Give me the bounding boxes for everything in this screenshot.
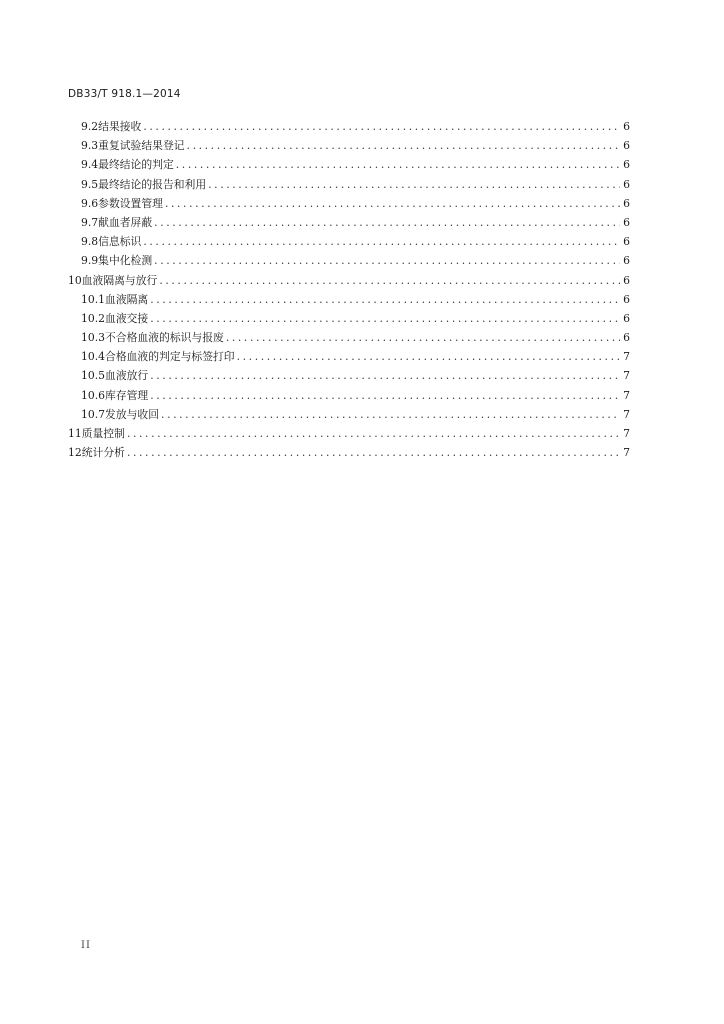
toc-entry-title: 血液隔离与放行 <box>81 273 158 287</box>
toc-entry-title: 库存管理 <box>105 388 149 402</box>
toc-entry-number: 10.6 <box>81 388 106 402</box>
toc-entry-page: 7 <box>623 388 630 402</box>
toc-entry-page: 6 <box>623 215 630 229</box>
toc-section-entry[interactable] <box>68 445 630 464</box>
toc-entry[interactable] <box>68 234 630 253</box>
toc-leader-dots <box>143 235 620 248</box>
toc-entry-title: 血液隔离 <box>105 292 149 306</box>
toc-entry-number: 9.6 <box>81 196 99 210</box>
table-of-contents <box>68 119 630 464</box>
toc-entry-page: 6 <box>623 158 630 172</box>
toc-entry-page: 6 <box>623 139 630 153</box>
toc-entry-page: 6 <box>623 273 630 287</box>
toc-entry-title: 血液交接 <box>105 311 149 325</box>
toc-entry[interactable] <box>68 253 630 272</box>
toc-entry-title: 血液放行 <box>105 369 149 383</box>
toc-entry-page: 6 <box>623 254 630 268</box>
toc-entry-page: 7 <box>623 407 630 421</box>
toc-entry-number: 11 <box>68 427 82 440</box>
toc-entry-title: 最终结论的判定 <box>98 158 174 172</box>
toc-entry-page: 6 <box>623 331 630 345</box>
page-folio: II <box>81 940 91 951</box>
toc-entry-page: 6 <box>623 196 630 210</box>
toc-entry-number: 10.5 <box>81 369 106 383</box>
toc-entry[interactable] <box>68 330 630 349</box>
toc-entry-title: 发放与收回 <box>105 407 160 421</box>
toc-leader-dots <box>143 120 620 133</box>
toc-entry-number: 10 <box>68 273 82 287</box>
toc-entry-number: 9.9 <box>81 254 99 268</box>
toc-leader-dots <box>154 216 620 229</box>
toc-entry[interactable] <box>68 292 630 311</box>
toc-entry-number: 10.7 <box>81 407 106 421</box>
toc-leader-dots <box>208 178 620 191</box>
toc-entry[interactable] <box>68 349 630 368</box>
toc-leader-dots <box>150 312 620 325</box>
toc-entry[interactable] <box>68 157 630 176</box>
toc-entry-page: 7 <box>623 369 630 383</box>
toc-leader-dots <box>161 408 620 421</box>
toc-entry-title: 重复试验结果登记 <box>98 139 185 153</box>
toc-entry-page: 7 <box>623 350 630 364</box>
toc-leader-dots <box>165 197 620 210</box>
toc-entry-number: 9.8 <box>81 235 99 249</box>
toc-entry[interactable] <box>68 388 630 407</box>
toc-leader-dots <box>176 158 620 171</box>
toc-entry-title: 信息标识 <box>98 235 142 249</box>
toc-entry-number: 9.2 <box>81 120 99 133</box>
toc-entry[interactable] <box>68 119 630 138</box>
toc-section-entry[interactable] <box>68 426 630 445</box>
toc-entry-number: 9.7 <box>81 215 99 229</box>
toc-leader-dots <box>150 293 620 306</box>
toc-entry-page: 6 <box>623 120 630 133</box>
toc-entry-number: 12 <box>68 446 82 460</box>
toc-entry-title: 最终结论的报告和利用 <box>98 177 207 191</box>
toc-entry-page: 7 <box>623 446 630 460</box>
toc-entry[interactable] <box>68 138 630 157</box>
toc-entry-title: 合格血液的判定与标签打印 <box>105 350 235 364</box>
toc-entry[interactable] <box>68 407 630 426</box>
toc-entry-number: 9.5 <box>81 177 99 191</box>
toc-entry-page: 6 <box>623 311 630 325</box>
toc-leader-dots <box>226 331 620 344</box>
toc-entry-number: 10.2 <box>81 311 106 325</box>
toc-entry-number: 10.1 <box>81 292 106 306</box>
toc-entry-page: 7 <box>623 427 630 440</box>
document-code-header: DB33/T 918.1—2014 <box>68 88 181 100</box>
toc-entry[interactable] <box>68 196 630 215</box>
toc-entry-title: 统计分析 <box>81 446 125 460</box>
toc-entry-title: 不合格血液的标识与报废 <box>105 331 224 345</box>
toc-entry-number: 10.4 <box>81 350 106 364</box>
toc-section-entry[interactable] <box>68 273 630 292</box>
toc-leader-dots <box>127 427 620 440</box>
toc-leader-dots <box>154 254 620 267</box>
toc-entry-title: 结果接收 <box>98 120 142 133</box>
toc-entry[interactable] <box>68 177 630 196</box>
toc-leader-dots <box>159 274 620 287</box>
toc-entry-number: 9.4 <box>81 158 99 172</box>
toc-entry-number: 10.3 <box>81 331 106 345</box>
toc-leader-dots <box>237 350 621 363</box>
toc-entry-number: 9.3 <box>81 139 99 153</box>
toc-entry-title: 参数设置管理 <box>98 196 163 210</box>
toc-entry[interactable] <box>68 311 630 330</box>
toc-entry-title: 质量控制 <box>81 427 125 440</box>
toc-entry[interactable] <box>68 368 630 387</box>
toc-entry-title: 献血者屏蔽 <box>98 215 153 229</box>
toc-leader-dots <box>187 139 621 152</box>
toc-entry-title: 集中化检测 <box>98 254 153 268</box>
toc-entry-page: 6 <box>623 177 630 191</box>
toc-leader-dots <box>150 369 620 382</box>
toc-entry[interactable] <box>68 215 630 234</box>
toc-leader-dots <box>150 389 620 402</box>
toc-entry-page: 6 <box>623 235 630 249</box>
toc-entry-page: 6 <box>623 292 630 306</box>
toc-leader-dots <box>127 446 620 459</box>
